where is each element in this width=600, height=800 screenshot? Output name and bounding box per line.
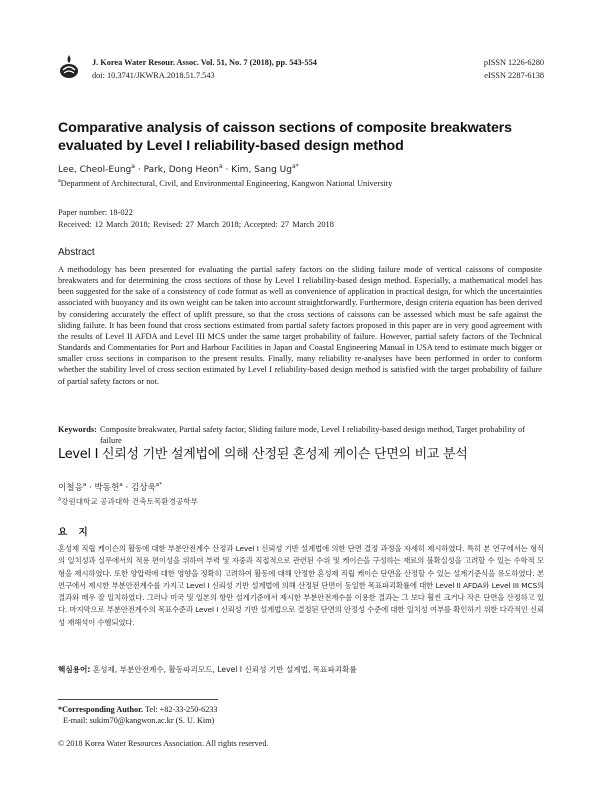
affiliation bbox=[58, 178, 392, 188]
author-name: Kim, Sang Ug bbox=[231, 165, 292, 175]
author-separator: · bbox=[137, 165, 141, 175]
paper-title: Comparative analysis of caisson sections of composite breakwaters evaluated by Level I reliability-based design method bbox=[58, 120, 512, 154]
korean-abstract-body: 혼성제 직립 케이슨의 활동에 대한 부분안전계수 산정과 Level I 신뢰성 기반 설계법에 의한 단면 결정 과정을 자세히 제시하였다. 특히 본 연구에서는 형식의 일치성과 실무에서의 적용 편이성을 위하여 부력 및 자중과 직접적으로 관련된 수위 및 케이슨을 구성하는 재료의 불확실성을 고려할 수 있는 수학적 모형을 제시하였다. 또한 양압력에 대한 영향을 정확히 고려하여 활동에 대해 안정한 혼성제 직립 케이슨 단면을 산정할 수 있는 설계기준식을 유도하였다. 본 연구에서 제시한 부분안전계수를 가지고 Level I 신뢰성 기반 설계법에 의해 산정된 단면이 동일한 목표파괴확률에 대한 Level II AFDA와 Level III MCS의 결과와 매우 잘 일치하였다. 그러나 미국 및 일본의 항만 설계기준에서 제시한 부분안전계수를 이용한 결과는 그 보다 훨씬 크거나 작은 단면을 산정하고 있다. 마지막으로 부분안전계수의 목표수준과 Level I 신뢰성 기반 설계법으로 결정된 단면의 안정성 수준에 대한 일치성 여부를 확인하기 위한 다각적인 신뢰성 재해석이 수행되었다. bbox=[58, 544, 544, 627]
author-name: 이철응 bbox=[58, 483, 83, 493]
author-separator: · bbox=[125, 483, 129, 493]
corresponding-author bbox=[58, 705, 218, 714]
eissn: eISSN 2287-6138 bbox=[484, 71, 544, 80]
copyright: © 2018 Korea Water Resources Association. All rights reserved. bbox=[58, 739, 269, 748]
author-affil-mark: a bbox=[119, 482, 123, 489]
korean-title: Level I 신뢰성 기반 설계법에 의해 산정된 혼성제 케이슨 단면의 비교 분석 bbox=[58, 447, 468, 462]
journal-citation: J. Korea Water Resour. Assoc. Vol. 51, No. 7 (2018), pp. 543-554 bbox=[92, 58, 317, 67]
author-name: Lee, Cheol-Eung bbox=[58, 165, 132, 175]
affil-mark: a bbox=[58, 178, 61, 184]
corr-label: *Corresponding Author. bbox=[58, 705, 144, 714]
abstract-body: A methodology has been presented for evaluating the partial safety factors on the sliding failure mode of vertical caissons of composite breakwaters and for determining the cross sections of those by Level I reliability-based design method. Especially, a mathematical model has been suggested for the sake of a consistency of code format as well as convenience of application in practical design, for which the uncertainties associated with buoyancy and its own weight can be taken into account straightforwardly. Furthermore, design criteria equation has been derived by considering accurately the effect of uplift pressure, so that the cross sections of caissons can be assessed which must be safe against the sliding failure. It has been found that cross sections estimated from partial safety factors proposed in this paper are in very good agreement with the results of Level II AFDA and Level III MCS under the same target probability of failure. However, partial safety factors of the Technical Standards and Commentaries for Port and Harbour Facilities in Japan and Coastal Engineering Manual in USA tend to estimate much bigger or smaller cross sections in comparison to the present results. Finally, many reliability re-analyses have been performed in order to conform whether the stability level of cross section estimated by Level I reliability-based design method is satisfied with the target probability of failure of partial safety factors or not. bbox=[58, 265, 542, 386]
submission-dates: Received: 12 March 2018; Revised: 27 March 2018; Accepted: 27 March 2018 bbox=[58, 220, 334, 229]
korean-keywords bbox=[58, 664, 544, 675]
abstract-heading: Abstract bbox=[58, 247, 95, 258]
author-separator: · bbox=[225, 165, 229, 175]
author-affil-mark: a* bbox=[155, 482, 162, 489]
corr-tel: Tel: +82-33-250-6233 bbox=[145, 705, 218, 714]
corr-email[interactable]: E-mail: sukim70@kangwon.ac.kr (S. U. Kim) bbox=[63, 716, 215, 725]
korean-abstract-heading: 요 지 bbox=[58, 527, 92, 538]
pissn: pISSN 1226-6280 bbox=[483, 58, 544, 67]
doi[interactable]: doi: 10.3741/JKWRA.2018.51.7.543 bbox=[92, 71, 215, 80]
author-separator: · bbox=[89, 483, 92, 493]
footnote-divider bbox=[58, 699, 218, 700]
author-affil-mark: a bbox=[218, 163, 223, 170]
author-name: 김상욱 bbox=[130, 483, 156, 493]
affil-text: Department of Architectural, Civil, and Environmental Engineering, Kangwon National University bbox=[60, 178, 393, 188]
keywords-text: Composite breakwater, Partial safety factor, Sliding failure mode, Level I reliability-based design method, Target probability of failure bbox=[99, 425, 525, 445]
journal-logo-icon bbox=[58, 53, 80, 81]
affil-text: 강원대학교 공과대학 건축토목환경공학부 bbox=[61, 497, 198, 506]
korean-author-list bbox=[58, 481, 162, 493]
keywords-label: Keywords: bbox=[58, 425, 97, 434]
korean-affiliation bbox=[58, 496, 198, 507]
korean-keywords-label: 핵심용어: bbox=[58, 665, 91, 674]
author-affil-mark: a bbox=[82, 482, 87, 489]
author-affil-mark: a bbox=[131, 163, 135, 170]
author-name: Park, Dong Heon bbox=[143, 165, 219, 175]
author-name: 박동헌 bbox=[94, 483, 120, 493]
author-list bbox=[58, 163, 299, 175]
author-affil-mark: a* bbox=[291, 163, 299, 170]
paper-number: Paper number: 18-022 bbox=[58, 208, 133, 217]
korean-keywords-text: 혼성제, 부분안전계수, 활동파괴모드, Level I 신뢰성 기반 설계법, 목표파괴확률 bbox=[92, 665, 357, 674]
affil-mark: a bbox=[58, 496, 62, 503]
